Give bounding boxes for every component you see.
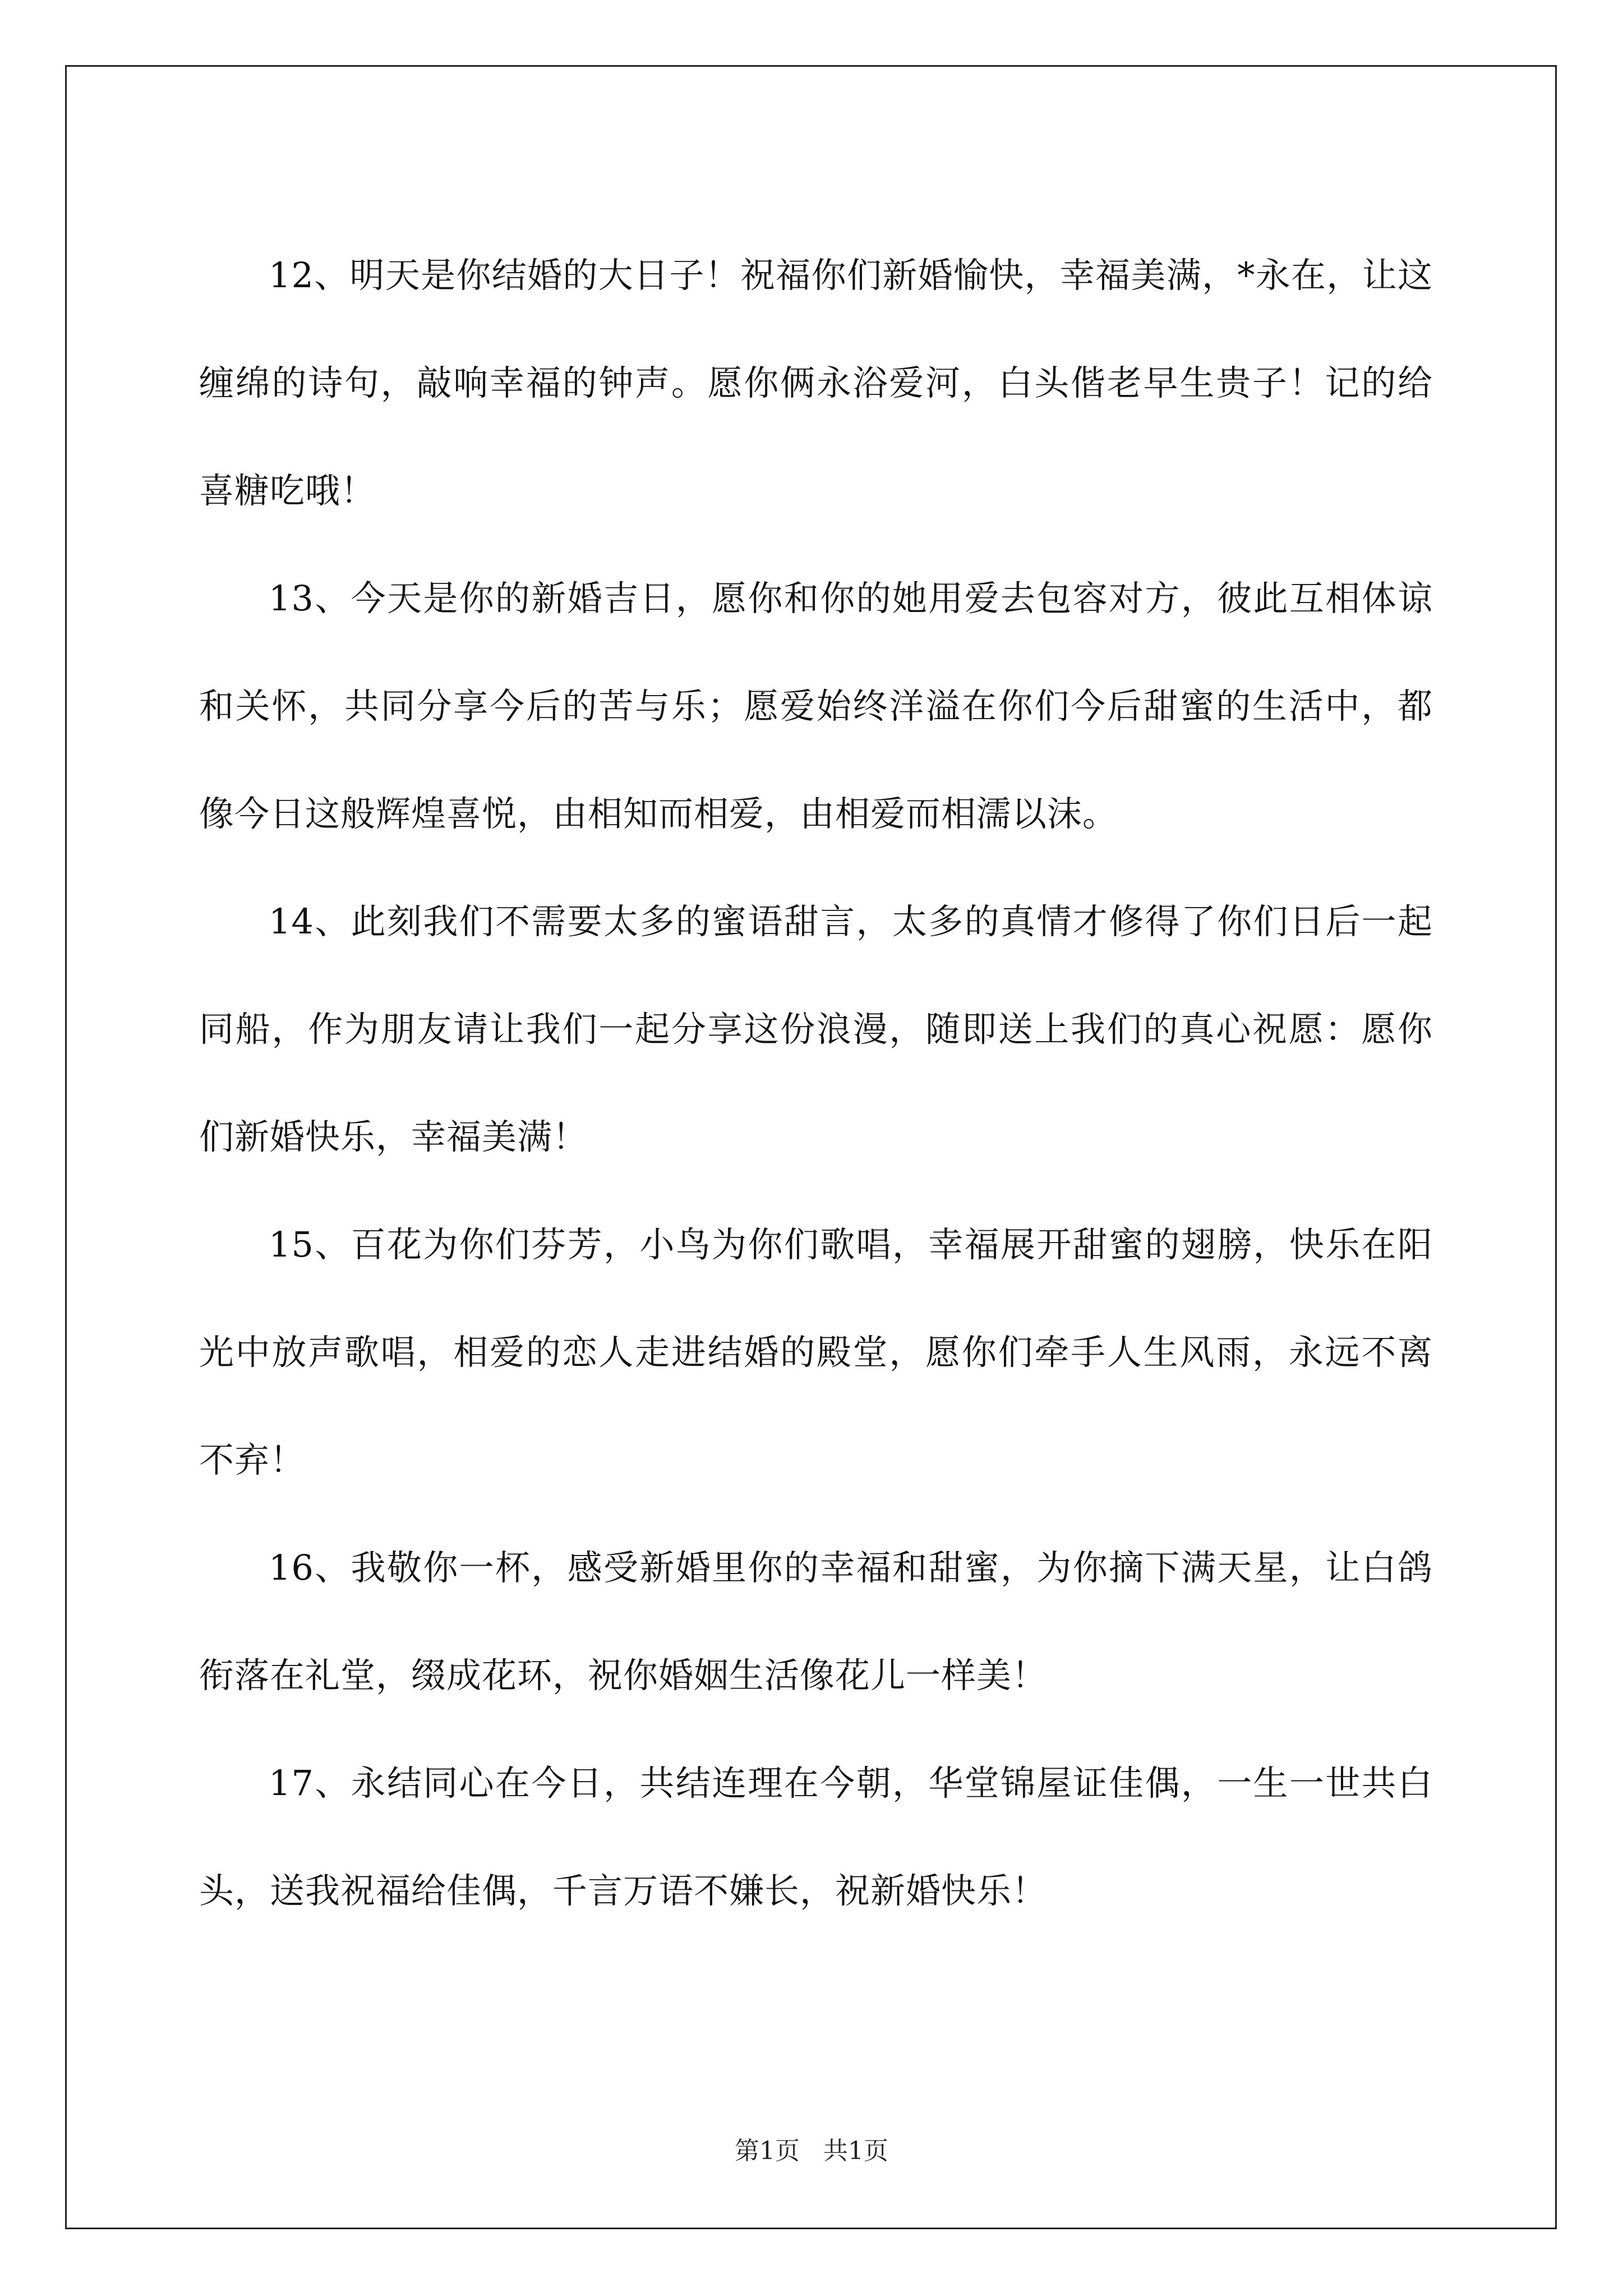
- paragraph-17: 17、永结同心在今日，共结连理在今朝，华堂锦屋证佳偶，一生一世共白头，送我祝福给佳偶，千言万语不嫌长，祝新婚快乐！: [199, 1763, 1433, 1911]
- page-number-footer: 第1页 共1页: [735, 2137, 888, 2165]
- paragraph-12: 12、明天是你结婚的大日子！祝福你们新婚愉快，幸福美满，*永在，让这缠绵的诗句，敲响幸福的钟声。愿你俩永浴爱河，白头偕老早生贵子！记的给喜糖吃哦！: [199, 255, 1433, 511]
- paragraph-14: 14、此刻我们不需要太多的蜜语甜言，太多的真情才修得了你们日后一起同船，作为朋友请让我们一起分享这份浪漫，随即送上我们的真心祝愿：愿你们新婚快乐，幸福美满！: [199, 901, 1433, 1157]
- paragraph-15: 15、百花为你们芬芳，小鸟为你们歌唱，幸福展开甜蜜的翅膀，快乐在阳光中放声歌唱，相爱的恋人走进结婚的殿堂，愿你们牵手人生风雨，永远不离不弃！: [199, 1224, 1433, 1480]
- document-body: [199, 222, 1433, 1945]
- paragraph-13: 13、今天是你的新婚吉日，愿你和你的她用爱去包容对方，彼此互相体谅和关怀，共同分享今后的苦与乐；愿爱始终洋溢在你们今后甜蜜的生活中，都像今日这般辉煌喜悦，由相知而相爱，由相爱而相濡以沫。: [199, 578, 1433, 834]
- paragraph-16: 16、我敬你一杯，感受新婚里你的幸福和甜蜜，为你摘下满天星，让白鸽衔落在礼堂，缀成花环，祝你婚姻生活像花儿一样美！: [199, 1547, 1433, 1696]
